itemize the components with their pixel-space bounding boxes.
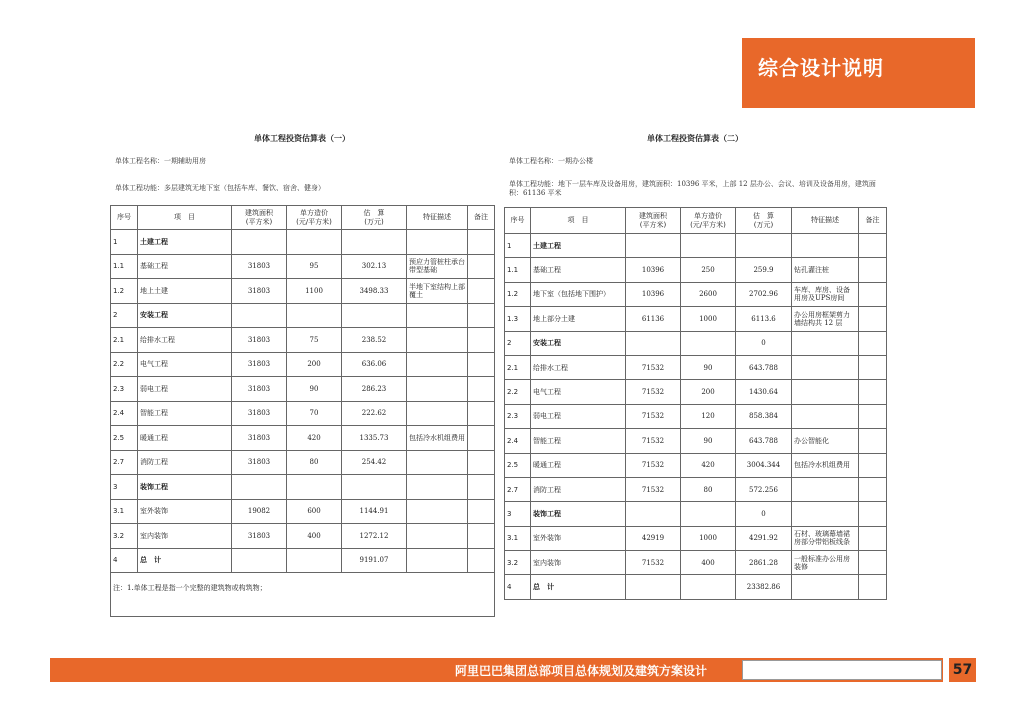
cell-index: 3 bbox=[111, 475, 138, 500]
table-row bbox=[505, 380, 887, 404]
cell-index: 1 bbox=[111, 230, 138, 255]
cell-area: 31803 bbox=[232, 352, 287, 377]
cell-area: 31803 bbox=[232, 401, 287, 426]
cell-item: 地上部分土建 bbox=[531, 307, 626, 331]
cell-estimate: 572.256 bbox=[736, 477, 792, 501]
table1-project-name: 单体工程名称：一期辅助用房 bbox=[115, 157, 206, 165]
cell-index: 3.2 bbox=[111, 524, 138, 549]
cell-index: 2.5 bbox=[505, 453, 531, 477]
cell-unit-cost: 80 bbox=[681, 477, 736, 501]
cell-estimate bbox=[342, 230, 407, 255]
header-unit-cost: 单方造价 (元/平方米) bbox=[681, 208, 736, 234]
table-row bbox=[505, 477, 887, 501]
cell-area bbox=[232, 548, 287, 573]
cell-estimate: 636.06 bbox=[342, 352, 407, 377]
cell-index: 1.2 bbox=[505, 282, 531, 306]
table-row bbox=[111, 450, 495, 475]
header-area: 建筑面积 (平方米) bbox=[232, 206, 287, 230]
cell-area: 31803 bbox=[232, 254, 287, 279]
cell-description: 办公用房框架剪力墙结构共 12 层 bbox=[792, 307, 859, 331]
cell-estimate: 643.788 bbox=[736, 429, 792, 453]
cell-area: 42919 bbox=[626, 526, 681, 550]
cell-estimate: 9191.07 bbox=[342, 548, 407, 573]
header-description: 特征描述 bbox=[407, 206, 468, 230]
cell-index: 3.1 bbox=[505, 526, 531, 550]
cell-item: 智能工程 bbox=[138, 401, 232, 426]
table-row bbox=[111, 279, 495, 304]
table-row bbox=[111, 475, 495, 500]
header-index: 序号 bbox=[505, 208, 531, 234]
table-header-row bbox=[111, 206, 495, 230]
cell-item: 总 计 bbox=[531, 575, 626, 599]
cell-index: 2.3 bbox=[505, 404, 531, 428]
footer-box bbox=[742, 660, 942, 680]
cell-area bbox=[232, 230, 287, 255]
table-row bbox=[505, 502, 887, 526]
cell-item: 电气工程 bbox=[138, 352, 232, 377]
cell-area: 71532 bbox=[626, 477, 681, 501]
cell-unit-cost: 200 bbox=[287, 352, 342, 377]
cell-remark bbox=[468, 426, 495, 451]
cell-item: 室外装饰 bbox=[138, 499, 232, 524]
cell-area: 10396 bbox=[626, 258, 681, 282]
cell-remark bbox=[859, 258, 887, 282]
cell-index: 1.2 bbox=[111, 279, 138, 304]
cell-estimate: 0 bbox=[736, 331, 792, 355]
cell-area bbox=[626, 575, 681, 599]
table-row bbox=[505, 307, 887, 331]
cell-remark bbox=[859, 551, 887, 575]
cell-area: 71532 bbox=[626, 551, 681, 575]
cell-remark bbox=[468, 352, 495, 377]
cell-remark bbox=[468, 377, 495, 402]
cell-index: 4 bbox=[505, 575, 531, 599]
cell-description bbox=[407, 352, 468, 377]
cell-index: 2.7 bbox=[505, 477, 531, 501]
cell-index: 3.1 bbox=[111, 499, 138, 524]
table2-title: 单体工程投资估算表（二） bbox=[647, 134, 743, 143]
cell-item: 安装工程 bbox=[138, 303, 232, 328]
cell-index: 2 bbox=[111, 303, 138, 328]
cell-remark bbox=[468, 279, 495, 304]
cell-estimate: 23382.86 bbox=[736, 575, 792, 599]
cell-description bbox=[792, 477, 859, 501]
cell-remark bbox=[859, 526, 887, 550]
table-row bbox=[111, 548, 495, 573]
header-remark: 备注 bbox=[859, 208, 887, 234]
cell-remark bbox=[859, 282, 887, 306]
cell-unit-cost: 80 bbox=[287, 450, 342, 475]
cell-description: 半地下室结构上部覆土 bbox=[407, 279, 468, 304]
header-estimate: 估 算 (万元) bbox=[736, 208, 792, 234]
cell-unit-cost: 400 bbox=[287, 524, 342, 549]
cell-estimate: 1144.91 bbox=[342, 499, 407, 524]
table1-note: 注：1.单体工程是指一个完整的建筑物或构筑物； bbox=[111, 573, 495, 617]
cell-unit-cost: 200 bbox=[681, 380, 736, 404]
cell-description bbox=[407, 548, 468, 573]
cell-description bbox=[792, 502, 859, 526]
cell-description bbox=[792, 404, 859, 428]
header-remark: 备注 bbox=[468, 206, 495, 230]
cell-unit-cost bbox=[287, 548, 342, 573]
table1-body bbox=[111, 230, 495, 573]
cell-item: 给排水工程 bbox=[138, 328, 232, 353]
cell-estimate: 238.52 bbox=[342, 328, 407, 353]
table1-title: 单体工程投资估算表（一） bbox=[254, 134, 350, 143]
cell-unit-cost bbox=[287, 303, 342, 328]
cell-description: 预应力管桩柱承台带型基础 bbox=[407, 254, 468, 279]
cell-description bbox=[407, 328, 468, 353]
cell-estimate: 222.62 bbox=[342, 401, 407, 426]
cell-unit-cost: 420 bbox=[681, 453, 736, 477]
cell-item: 消防工程 bbox=[138, 450, 232, 475]
cell-description bbox=[792, 331, 859, 355]
page-number: 57 bbox=[949, 658, 976, 682]
cell-index: 1 bbox=[505, 234, 531, 258]
cell-unit-cost: 400 bbox=[681, 551, 736, 575]
cell-area: 19082 bbox=[232, 499, 287, 524]
cell-item: 土建工程 bbox=[531, 234, 626, 258]
table-row bbox=[111, 524, 495, 549]
cell-area: 71532 bbox=[626, 355, 681, 379]
cell-item: 土建工程 bbox=[138, 230, 232, 255]
cell-item: 室内装饰 bbox=[138, 524, 232, 549]
cell-area bbox=[626, 234, 681, 258]
cell-remark bbox=[468, 450, 495, 475]
cell-area bbox=[626, 502, 681, 526]
cell-item: 总 计 bbox=[138, 548, 232, 573]
cell-index: 2.4 bbox=[505, 429, 531, 453]
cell-remark bbox=[468, 499, 495, 524]
cell-description: 办公智能化 bbox=[792, 429, 859, 453]
cell-remark bbox=[859, 307, 887, 331]
cell-unit-cost: 420 bbox=[287, 426, 342, 451]
cell-estimate: 259.9 bbox=[736, 258, 792, 282]
cell-unit-cost: 1000 bbox=[681, 526, 736, 550]
cell-estimate: 643.788 bbox=[736, 355, 792, 379]
cell-area: 31803 bbox=[232, 450, 287, 475]
cell-index: 2.1 bbox=[505, 355, 531, 379]
cell-estimate: 3498.33 bbox=[342, 279, 407, 304]
cell-item: 基础工程 bbox=[531, 258, 626, 282]
header-description: 特征描述 bbox=[792, 208, 859, 234]
cell-remark bbox=[468, 524, 495, 549]
table-row bbox=[505, 526, 887, 550]
cell-estimate: 2702.96 bbox=[736, 282, 792, 306]
cell-area bbox=[232, 303, 287, 328]
cell-item: 安装工程 bbox=[531, 331, 626, 355]
cell-index: 2 bbox=[505, 331, 531, 355]
cell-description bbox=[407, 401, 468, 426]
cell-item: 弱电工程 bbox=[138, 377, 232, 402]
cell-item: 地上土建 bbox=[138, 279, 232, 304]
cell-unit-cost bbox=[287, 230, 342, 255]
section-title: 综合设计说明 bbox=[758, 56, 884, 80]
table-header-row bbox=[505, 208, 887, 234]
cell-estimate: 0 bbox=[736, 502, 792, 526]
table-row bbox=[505, 404, 887, 428]
cell-unit-cost bbox=[287, 475, 342, 500]
cell-unit-cost: 600 bbox=[287, 499, 342, 524]
header-item: 项 目 bbox=[531, 208, 626, 234]
cell-description: 石材、玻璃幕墙裙房部分带铝板线条 bbox=[792, 526, 859, 550]
cell-unit-cost: 75 bbox=[287, 328, 342, 353]
cell-item: 室外装饰 bbox=[531, 526, 626, 550]
cell-unit-cost bbox=[681, 575, 736, 599]
cell-index: 2.2 bbox=[505, 380, 531, 404]
investment-table-1 bbox=[110, 205, 495, 617]
cell-description bbox=[792, 234, 859, 258]
cell-area: 61136 bbox=[626, 307, 681, 331]
cell-item: 电气工程 bbox=[531, 380, 626, 404]
cell-description bbox=[407, 450, 468, 475]
cell-index: 1.3 bbox=[505, 307, 531, 331]
cell-unit-cost bbox=[681, 331, 736, 355]
header-area: 建筑面积 (平方米) bbox=[626, 208, 681, 234]
cell-area: 10396 bbox=[626, 282, 681, 306]
cell-index: 2.3 bbox=[111, 377, 138, 402]
cell-area: 71532 bbox=[626, 404, 681, 428]
cell-description: 钻孔灌注桩 bbox=[792, 258, 859, 282]
table-row bbox=[111, 230, 495, 255]
cell-description bbox=[792, 575, 859, 599]
cell-estimate: 6113.6 bbox=[736, 307, 792, 331]
cell-item: 暖通工程 bbox=[531, 453, 626, 477]
cell-estimate: 858.384 bbox=[736, 404, 792, 428]
cell-unit-cost: 2600 bbox=[681, 282, 736, 306]
cell-area: 31803 bbox=[232, 279, 287, 304]
cell-unit-cost bbox=[681, 502, 736, 526]
cell-description bbox=[407, 303, 468, 328]
cell-remark bbox=[859, 380, 887, 404]
table-row bbox=[505, 575, 887, 599]
table-row bbox=[505, 429, 887, 453]
cell-unit-cost: 90 bbox=[681, 429, 736, 453]
cell-remark bbox=[468, 475, 495, 500]
cell-item: 基础工程 bbox=[138, 254, 232, 279]
table-row bbox=[505, 282, 887, 306]
cell-unit-cost: 70 bbox=[287, 401, 342, 426]
table-row bbox=[505, 551, 887, 575]
table-row bbox=[111, 426, 495, 451]
cell-description bbox=[792, 380, 859, 404]
cell-remark bbox=[859, 502, 887, 526]
cell-index: 2.2 bbox=[111, 352, 138, 377]
cell-item: 暖通工程 bbox=[138, 426, 232, 451]
cell-estimate: 1335.73 bbox=[342, 426, 407, 451]
cell-estimate: 254.42 bbox=[342, 450, 407, 475]
cell-unit-cost bbox=[681, 234, 736, 258]
cell-remark bbox=[859, 477, 887, 501]
cell-remark bbox=[468, 230, 495, 255]
cell-description bbox=[407, 230, 468, 255]
table1-project-function: 单体工程功能：多层建筑无地下室（包括车库、餐饮、宿舍、健身） bbox=[115, 184, 325, 192]
table-row bbox=[111, 499, 495, 524]
cell-area: 71532 bbox=[626, 429, 681, 453]
cell-item: 给排水工程 bbox=[531, 355, 626, 379]
cell-description bbox=[792, 355, 859, 379]
cell-estimate: 2861.28 bbox=[736, 551, 792, 575]
header-index: 序号 bbox=[111, 206, 138, 230]
cell-remark bbox=[859, 331, 887, 355]
cell-area: 71532 bbox=[626, 453, 681, 477]
table-row bbox=[505, 355, 887, 379]
table-row bbox=[505, 331, 887, 355]
header-estimate: 估 算 (万元) bbox=[342, 206, 407, 230]
cell-remark bbox=[859, 575, 887, 599]
table-row bbox=[505, 453, 887, 477]
header-item: 项 目 bbox=[138, 206, 232, 230]
table-row bbox=[505, 234, 887, 258]
cell-index: 3.2 bbox=[505, 551, 531, 575]
cell-item: 弱电工程 bbox=[531, 404, 626, 428]
cell-remark bbox=[859, 234, 887, 258]
cell-unit-cost: 120 bbox=[681, 404, 736, 428]
footer-title: 阿里巴巴集团总部项目总体规划及建筑方案设计 bbox=[455, 664, 708, 678]
investment-table-2 bbox=[504, 207, 887, 600]
cell-description bbox=[407, 475, 468, 500]
cell-remark bbox=[468, 254, 495, 279]
cell-unit-cost: 1000 bbox=[681, 307, 736, 331]
header-unit-cost: 单方造价 (元/平方米) bbox=[287, 206, 342, 230]
cell-description: 一般标准办公用房装修 bbox=[792, 551, 859, 575]
cell-index: 2.4 bbox=[111, 401, 138, 426]
cell-index: 2.1 bbox=[111, 328, 138, 353]
cell-item: 装饰工程 bbox=[138, 475, 232, 500]
section-banner bbox=[742, 38, 975, 108]
cell-index: 4 bbox=[111, 548, 138, 573]
cell-estimate: 302.13 bbox=[342, 254, 407, 279]
table-row bbox=[111, 254, 495, 279]
cell-area bbox=[232, 475, 287, 500]
cell-description: 包括冷水机组费用 bbox=[792, 453, 859, 477]
cell-area bbox=[626, 331, 681, 355]
cell-index: 2.5 bbox=[111, 426, 138, 451]
cell-remark bbox=[859, 429, 887, 453]
table2-project-name: 单体工程名称：一期办公楼 bbox=[509, 157, 593, 165]
cell-area: 31803 bbox=[232, 426, 287, 451]
cell-area: 31803 bbox=[232, 524, 287, 549]
table-row bbox=[111, 352, 495, 377]
cell-index: 3 bbox=[505, 502, 531, 526]
cell-remark bbox=[468, 548, 495, 573]
cell-area: 31803 bbox=[232, 328, 287, 353]
cell-estimate bbox=[736, 234, 792, 258]
cell-remark bbox=[859, 355, 887, 379]
cell-index: 1.1 bbox=[111, 254, 138, 279]
cell-remark bbox=[859, 404, 887, 428]
table-row bbox=[111, 328, 495, 353]
cell-description bbox=[407, 377, 468, 402]
cell-estimate: 3004.344 bbox=[736, 453, 792, 477]
cell-description: 包括冷水机组费用 bbox=[407, 426, 468, 451]
cell-unit-cost: 250 bbox=[681, 258, 736, 282]
cell-area: 71532 bbox=[626, 380, 681, 404]
cell-description bbox=[407, 524, 468, 549]
cell-estimate: 1272.12 bbox=[342, 524, 407, 549]
cell-remark bbox=[468, 303, 495, 328]
table2-body bbox=[505, 234, 887, 600]
cell-area: 31803 bbox=[232, 377, 287, 402]
cell-remark bbox=[468, 401, 495, 426]
cell-unit-cost: 95 bbox=[287, 254, 342, 279]
table-row bbox=[111, 401, 495, 426]
cell-unit-cost: 90 bbox=[681, 355, 736, 379]
cell-index: 2.7 bbox=[111, 450, 138, 475]
cell-estimate: 4291.92 bbox=[736, 526, 792, 550]
cell-remark bbox=[859, 453, 887, 477]
table-row bbox=[505, 258, 887, 282]
cell-unit-cost: 90 bbox=[287, 377, 342, 402]
table-row bbox=[111, 303, 495, 328]
cell-estimate: 286.23 bbox=[342, 377, 407, 402]
table2-project-function: 单体工程功能：地下一层车库及设备用房，建筑面积：10396 平米，上部 12 层办公、会议、培训及设备用房，建筑面积：61136 平米 bbox=[509, 180, 876, 197]
cell-item: 智能工程 bbox=[531, 429, 626, 453]
cell-estimate: 1430.64 bbox=[736, 380, 792, 404]
cell-estimate bbox=[342, 475, 407, 500]
cell-item: 消防工程 bbox=[531, 477, 626, 501]
cell-index: 1.1 bbox=[505, 258, 531, 282]
cell-item: 装饰工程 bbox=[531, 502, 626, 526]
cell-item: 室内装饰 bbox=[531, 551, 626, 575]
cell-remark bbox=[468, 328, 495, 353]
cell-description: 车库、库房、设备用房及UPS房间 bbox=[792, 282, 859, 306]
cell-item: 地下室（包括地下围护） bbox=[531, 282, 626, 306]
table-row bbox=[111, 377, 495, 402]
cell-estimate bbox=[342, 303, 407, 328]
cell-unit-cost: 1100 bbox=[287, 279, 342, 304]
cell-description bbox=[407, 499, 468, 524]
